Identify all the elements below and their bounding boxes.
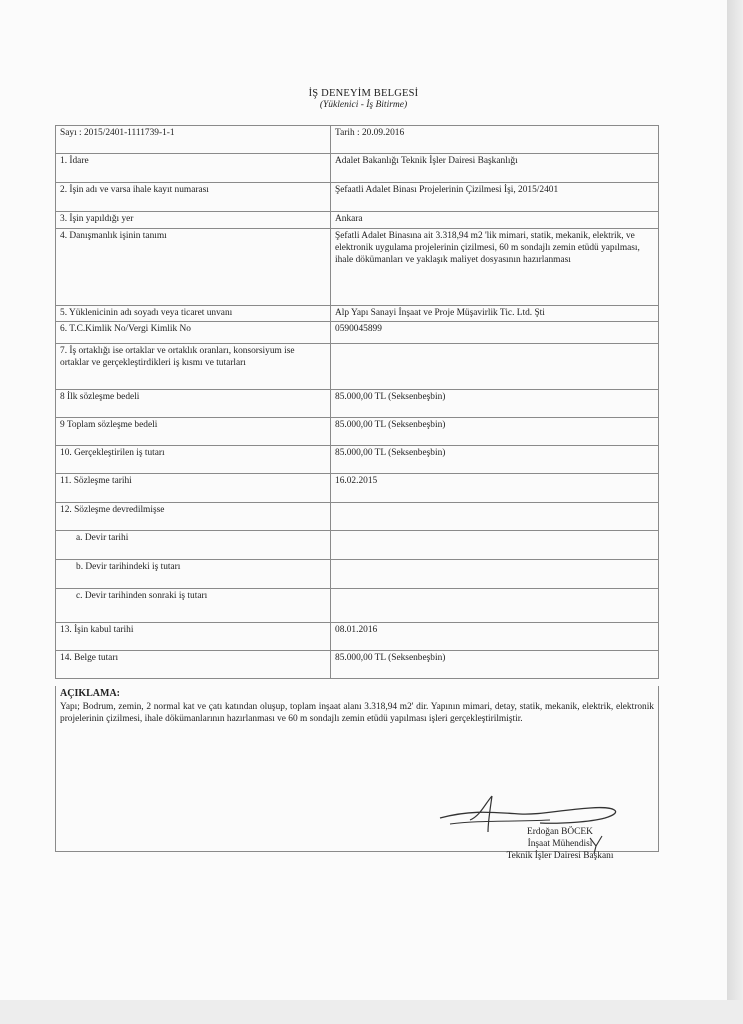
row-label: c. Devir tarihinden sonraki iş tutarı xyxy=(56,589,331,623)
row-value xyxy=(331,560,659,589)
row-value: Adalet Bakanlığı Teknik İşler Dairesi Başkanlığı xyxy=(331,154,659,183)
table-row xyxy=(56,212,659,229)
table-row xyxy=(56,651,659,679)
row-label: 5. Yüklenicinin adı soyadı veya ticaret unvanı xyxy=(56,306,331,322)
table-row xyxy=(56,474,659,503)
table-row xyxy=(56,589,659,623)
row-value: Şefatli Adalet Binasına ait 3.318,94 m2 'lik mimari, statik, mekanik, elektrik, ve elektronik uygulama projelerinin çizilmesi, 60 m sondajlı zemin etüdü yapılması, ihale dökümanları ve yaklaşık maliyet dosyasının hazırlanması xyxy=(331,229,659,306)
row-label: 8 İlk sözleşme bedeli xyxy=(56,390,331,418)
row-label: 9 Toplam sözleşme bedeli xyxy=(56,418,331,446)
table-row xyxy=(56,390,659,418)
document-title: İŞ DENEYİM BELGESİ xyxy=(308,88,419,99)
row-value: Alp Yapı Sanayi İnşaat ve Proje Müşavirlik Tic. Ltd. Şti xyxy=(331,306,659,322)
row-value: 08.01.2016 xyxy=(331,623,659,651)
signatory-block xyxy=(470,826,650,862)
row-label: 12. Sözleşme devredilmişse xyxy=(56,503,331,531)
row-value: 85.000,00 TL (Seksenbeşbin) xyxy=(331,390,659,418)
page-bottom-margin xyxy=(0,1000,743,1024)
page-edge-shadow xyxy=(727,0,743,1024)
row-label: 11. Sözleşme tarihi xyxy=(56,474,331,503)
row-label: 4. Danışmanlık işinin tanımı xyxy=(56,229,331,306)
table-row xyxy=(56,560,659,589)
table-row xyxy=(56,306,659,322)
signatory-title: İnşaat Mühendisi xyxy=(527,839,593,849)
table-row xyxy=(56,126,659,154)
row-value: Şefaatli Adalet Binası Projelerinin Çizilmesi İşi, 2015/2401 xyxy=(331,183,659,212)
table-row xyxy=(56,503,659,531)
row-value: 85.000,00 TL (Seksenbeşbin) xyxy=(331,651,659,679)
row-value: 0590045899 xyxy=(331,322,659,344)
aciklama-heading: AÇIKLAMA: xyxy=(60,688,120,699)
table-row xyxy=(56,322,659,344)
table-row xyxy=(56,418,659,446)
row-label: b. Devir tarihindeki iş tutarı xyxy=(56,560,331,589)
row-value xyxy=(331,589,659,623)
tarih-cell: Tarih : 20.09.2016 xyxy=(331,126,659,154)
row-label: 2. İşin adı ve varsa ihale kayıt numarası xyxy=(56,183,331,212)
row-label: 1. İdare xyxy=(56,154,331,183)
row-value xyxy=(331,503,659,531)
signatory-position: Teknik İşler Dairesi Başkanı xyxy=(506,851,614,861)
row-label: 14. Belge tutarı xyxy=(56,651,331,679)
table-row xyxy=(56,183,659,212)
row-label: 7. İş ortaklığı ise ortaklar ve ortaklık oranları, konsorsiyum ise ortaklar ve gerçekleştirdikleri iş kısmı ve tutarları xyxy=(56,344,331,390)
table-row xyxy=(56,623,659,651)
document-header xyxy=(0,88,727,110)
aciklama-text: Yapı; Bodrum, zemin, 2 normal kat ve çatı katından oluşup, toplam inşaat alanı 3.318,94 m2' dir. Yapının mimari, detay, statik, mekanik, elektrik, elektronik projelerinin çizilmesi, ihale dökümanlarının hazırlanması ve 60 m sondajlı zemin etüdü yapılması işleri gerçekleştirilmiştir. xyxy=(60,701,654,724)
row-label: 3. İşin yapıldığı yer xyxy=(56,212,331,229)
table-row xyxy=(56,531,659,560)
row-value xyxy=(331,344,659,390)
document-subtitle: (Yüklenici - İş Bitirme) xyxy=(319,100,408,110)
sayi-cell: Sayı : 2015/2401-1111739-1-1 xyxy=(56,126,331,154)
row-label: 10. Gerçekleştirilen iş tutarı xyxy=(56,446,331,474)
row-label: 13. İşin kabul tarihi xyxy=(56,623,331,651)
row-value: 85.000,00 TL (Seksenbeşbin) xyxy=(331,446,659,474)
table-row xyxy=(56,446,659,474)
row-value: 16.02.2015 xyxy=(331,474,659,503)
row-label: a. Devir tarihi xyxy=(56,531,331,560)
signatory-name: Erdoğan BÖCEK xyxy=(527,827,593,837)
table-row xyxy=(56,229,659,306)
row-value: 85.000,00 TL (Seksenbeşbin) xyxy=(331,418,659,446)
experience-form-table xyxy=(55,125,659,679)
row-value xyxy=(331,531,659,560)
table-row xyxy=(56,154,659,183)
initial-mark-icon xyxy=(588,834,604,856)
row-value: Ankara xyxy=(331,212,659,229)
table-row xyxy=(56,344,659,390)
row-label: 6. T.C.Kimlik No/Vergi Kimlik No xyxy=(56,322,331,344)
